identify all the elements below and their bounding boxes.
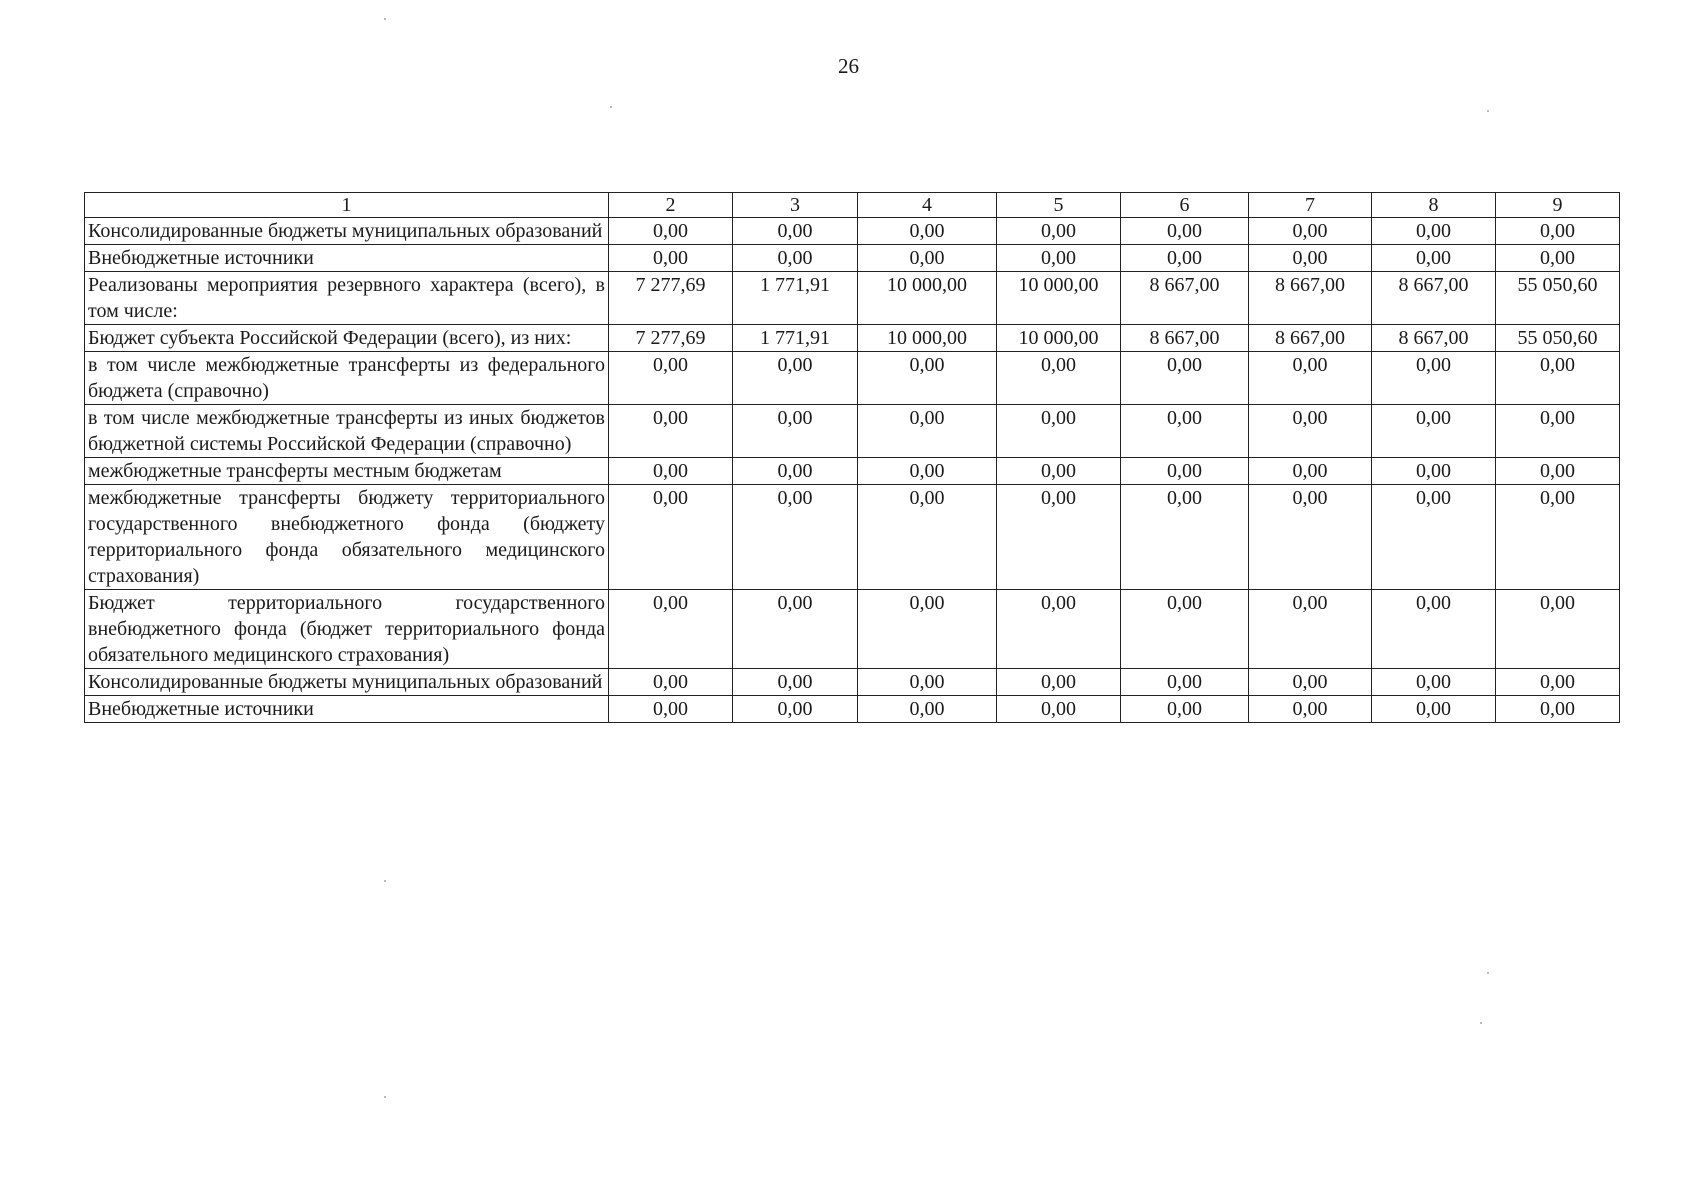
value-cell: 0,00	[1249, 218, 1372, 245]
value-cell: 0,00	[733, 696, 858, 723]
value-cell: 0,00	[858, 590, 997, 669]
row-label: Консолидированные бюджеты муниципальных образований	[85, 669, 609, 696]
header-cell: 7	[1249, 193, 1372, 218]
value-cell: 0,00	[1121, 405, 1249, 458]
value-cell: 0,00	[997, 485, 1121, 590]
header-cell: 1	[85, 193, 609, 218]
value-cell: 1 771,91	[733, 325, 858, 352]
value-cell: 0,00	[1372, 405, 1496, 458]
value-cell: 0,00	[1496, 458, 1620, 485]
value-cell: 0,00	[1121, 696, 1249, 723]
value-cell: 0,00	[997, 696, 1121, 723]
value-cell: 0,00	[858, 245, 997, 272]
value-cell: 0,00	[1372, 352, 1496, 405]
value-cell: 0,00	[733, 245, 858, 272]
table-row	[85, 245, 1620, 272]
row-label: межбюджетные трансферты местным бюджетам	[85, 458, 609, 485]
value-cell: 55 050,60	[1496, 325, 1620, 352]
value-cell: 8 667,00	[1121, 325, 1249, 352]
value-cell: 0,00	[609, 458, 733, 485]
row-label: в том числе межбюджетные трансферты из иных бюджетов бюджетной системы Российской Федерации (справочно)	[85, 405, 609, 458]
scan-speck	[384, 880, 386, 882]
budget-table	[84, 192, 1620, 723]
header-cell: 5	[997, 193, 1121, 218]
row-label: Внебюджетные источники	[85, 245, 609, 272]
header-cell: 8	[1372, 193, 1496, 218]
value-cell: 0,00	[1372, 245, 1496, 272]
value-cell: 0,00	[858, 669, 997, 696]
value-cell: 0,00	[1249, 696, 1372, 723]
scan-speck	[384, 18, 386, 20]
row-label: Бюджет субъекта Российской Федерации (всего), из них:	[85, 325, 609, 352]
value-cell: 0,00	[1249, 352, 1372, 405]
value-cell: 0,00	[1372, 669, 1496, 696]
value-cell: 0,00	[609, 245, 733, 272]
header-cell: 3	[733, 193, 858, 218]
value-cell: 0,00	[1496, 405, 1620, 458]
value-cell: 0,00	[1372, 590, 1496, 669]
value-cell: 10 000,00	[997, 325, 1121, 352]
value-cell: 0,00	[858, 218, 997, 245]
scan-speck	[1480, 1022, 1482, 1024]
value-cell: 8 667,00	[1249, 272, 1372, 325]
header-cell: 6	[1121, 193, 1249, 218]
row-label: Реализованы мероприятия резервного характера (всего), в том числе:	[85, 272, 609, 325]
table-row	[85, 352, 1620, 405]
value-cell: 8 667,00	[1372, 272, 1496, 325]
value-cell: 0,00	[1121, 352, 1249, 405]
value-cell: 0,00	[1121, 669, 1249, 696]
value-cell: 0,00	[1496, 352, 1620, 405]
value-cell: 0,00	[858, 485, 997, 590]
value-cell: 0,00	[1372, 696, 1496, 723]
value-cell: 0,00	[858, 405, 997, 458]
table-row	[85, 696, 1620, 723]
value-cell: 0,00	[997, 352, 1121, 405]
row-label: в том числе межбюджетные трансферты из федерального бюджета (справочно)	[85, 352, 609, 405]
page-number: 26	[838, 54, 859, 78]
value-cell: 0,00	[1121, 245, 1249, 272]
value-cell: 0,00	[1121, 485, 1249, 590]
scan-speck	[610, 106, 612, 108]
value-cell: 0,00	[1372, 458, 1496, 485]
value-cell: 0,00	[1496, 590, 1620, 669]
table-row	[85, 325, 1620, 352]
value-cell: 0,00	[733, 669, 858, 696]
value-cell: 0,00	[858, 696, 997, 723]
value-cell: 0,00	[609, 485, 733, 590]
value-cell: 0,00	[609, 696, 733, 723]
table-row	[85, 485, 1620, 590]
table-row	[85, 669, 1620, 696]
value-cell: 0,00	[733, 590, 858, 669]
value-cell: 0,00	[609, 590, 733, 669]
value-cell: 8 667,00	[1372, 325, 1496, 352]
value-cell: 0,00	[1249, 458, 1372, 485]
value-cell: 0,00	[1249, 485, 1372, 590]
value-cell: 0,00	[997, 669, 1121, 696]
row-label: межбюджетные трансферты бюджету территориального государственного внебюджетного фонда (бюджету территориального фонда обязательного медицинского страхования)	[85, 485, 609, 590]
header-cell: 9	[1496, 193, 1620, 218]
row-label: Консолидированные бюджеты муниципальных образований	[85, 218, 609, 245]
value-cell: 0,00	[609, 669, 733, 696]
value-cell: 0,00	[733, 485, 858, 590]
value-cell: 7 277,69	[609, 272, 733, 325]
table-header-row	[85, 193, 1620, 218]
value-cell: 7 277,69	[609, 325, 733, 352]
row-label: Бюджет территориального государственного внебюджетного фонда (бюджет территориального фонда обязательного медицинского страхования)	[85, 590, 609, 669]
value-cell: 0,00	[1496, 696, 1620, 723]
value-cell: 1 771,91	[733, 272, 858, 325]
value-cell: 0,00	[733, 218, 858, 245]
value-cell: 0,00	[858, 458, 997, 485]
scan-speck	[1487, 972, 1489, 974]
value-cell: 0,00	[609, 218, 733, 245]
table-row	[85, 218, 1620, 245]
value-cell: 0,00	[1121, 590, 1249, 669]
table-row	[85, 458, 1620, 485]
value-cell: 0,00	[1496, 245, 1620, 272]
value-cell: 0,00	[1496, 485, 1620, 590]
value-cell: 55 050,60	[1496, 272, 1620, 325]
value-cell: 0,00	[1121, 458, 1249, 485]
value-cell: 0,00	[997, 218, 1121, 245]
value-cell: 0,00	[609, 405, 733, 458]
header-cell: 2	[609, 193, 733, 218]
value-cell: 0,00	[1496, 669, 1620, 696]
value-cell: 0,00	[733, 405, 858, 458]
value-cell: 0,00	[609, 352, 733, 405]
table-row	[85, 405, 1620, 458]
value-cell: 0,00	[733, 352, 858, 405]
table-row	[85, 590, 1620, 669]
value-cell: 10 000,00	[858, 325, 997, 352]
table-row	[85, 272, 1620, 325]
value-cell: 0,00	[997, 458, 1121, 485]
value-cell: 0,00	[1249, 405, 1372, 458]
value-cell: 0,00	[858, 352, 997, 405]
value-cell: 0,00	[997, 245, 1121, 272]
value-cell: 0,00	[1249, 669, 1372, 696]
value-cell: 8 667,00	[1249, 325, 1372, 352]
value-cell: 0,00	[733, 458, 858, 485]
value-cell: 0,00	[1372, 218, 1496, 245]
value-cell: 8 667,00	[1121, 272, 1249, 325]
value-cell: 0,00	[1249, 245, 1372, 272]
value-cell: 0,00	[997, 405, 1121, 458]
value-cell: 0,00	[1121, 218, 1249, 245]
row-label: Внебюджетные источники	[85, 696, 609, 723]
scan-speck	[1487, 110, 1489, 112]
value-cell: 0,00	[997, 590, 1121, 669]
value-cell: 0,00	[1372, 485, 1496, 590]
value-cell: 0,00	[1496, 218, 1620, 245]
header-cell: 4	[858, 193, 997, 218]
value-cell: 0,00	[1249, 590, 1372, 669]
value-cell: 10 000,00	[997, 272, 1121, 325]
scan-speck	[384, 1096, 386, 1098]
value-cell: 10 000,00	[858, 272, 997, 325]
